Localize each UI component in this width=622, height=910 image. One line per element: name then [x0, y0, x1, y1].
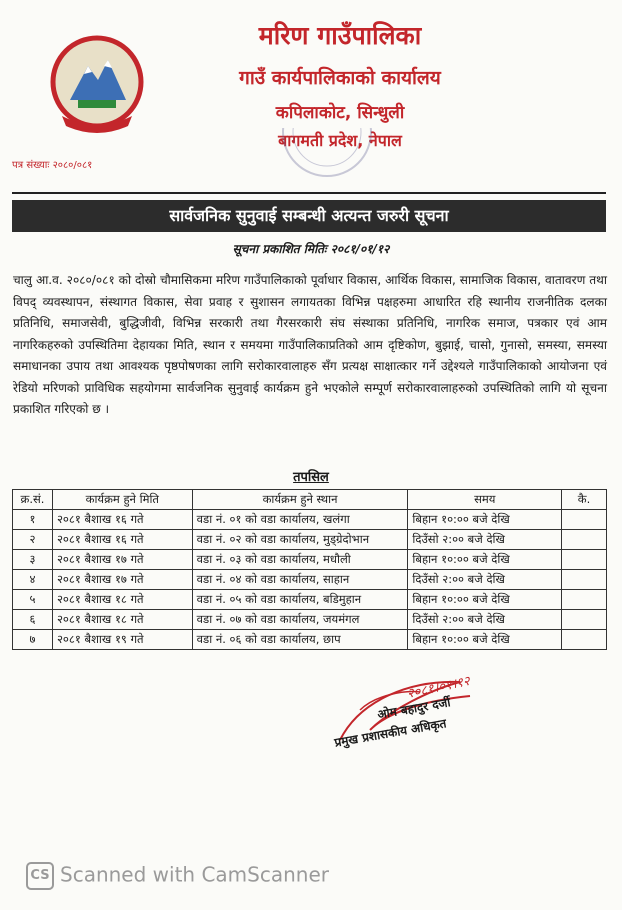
cell-time: दिउँसो २:०० बजे देखि [408, 610, 562, 630]
cell-time: बिहान १०:०० बजे देखि [408, 630, 562, 650]
cell-remarks [562, 570, 607, 590]
cell-venue: वडा नं. ०४ को वडा कार्यालय, साहान [192, 570, 408, 590]
divider-top [12, 192, 606, 194]
cell-date: २०८१ बैशाख १६ गते [52, 510, 192, 530]
office-stamp [272, 128, 382, 180]
table-row [13, 510, 607, 530]
cell-serial: १ [13, 510, 53, 530]
cell-venue: वडा नं. ०५ को वडा कार्यालय, बडिमुहान [192, 590, 408, 610]
province-name: बागमती प्रदेश, नेपाल [278, 131, 402, 150]
signatory-title: प्रमुख प्रशासकीय अधिकृत [333, 716, 448, 750]
signatory-name: ओम बहादुर दर्जी [376, 695, 452, 722]
cell-time: बिहान १०:०० बजे देखि [408, 550, 562, 570]
cell-date: २०८१ बैशाख १८ गते [52, 610, 192, 630]
cell-date: २०८१ बैशाख १६ गते [52, 530, 192, 550]
cell-serial: ४ [13, 570, 53, 590]
cell-date: २०८१ बैशाख १९ गते [52, 630, 192, 650]
cell-remarks [562, 610, 607, 630]
cell-serial: ७ [13, 630, 53, 650]
cell-serial: ५ [13, 590, 53, 610]
table-row [13, 610, 607, 630]
cell-date: २०८१ बैशाख १७ गते [52, 550, 192, 570]
cell-remarks [562, 530, 607, 550]
office-name: गाउँ कार्यपालिकाको कार्यालय [239, 67, 441, 89]
cell-remarks [562, 590, 607, 610]
office-location: कपिलाकोट, सिन्धुली [275, 103, 405, 123]
cell-time: दिउँसो २:०० बजे देखि [408, 530, 562, 550]
municipality-name: मरिण गाउँपालिका [258, 21, 422, 50]
col-header-date: कार्यक्रम हुने मिति [52, 490, 192, 510]
table-header-row [13, 490, 607, 510]
cell-time: दिउँसो २:०० बजे देखि [408, 570, 562, 590]
cell-remarks [562, 630, 607, 650]
published-date: सूचना प्रकाशित मितिः २०८१/०१/१२ [232, 242, 390, 256]
table-row [13, 530, 607, 550]
cell-serial: ६ [13, 610, 53, 630]
cell-serial: २ [13, 530, 53, 550]
details-heading: तपसिल [293, 470, 329, 485]
reference-number: पत्र संख्याः २०८०/०८१ [12, 160, 93, 171]
camscanner-logo-icon: CS [26, 862, 54, 890]
cell-venue: वडा नं. ०३ को वडा कार्यालय, मधौली [192, 550, 408, 570]
table-row [13, 550, 607, 570]
col-header-remarks: कै. [562, 490, 607, 510]
cell-date: २०८१ बैशाख १७ गते [52, 570, 192, 590]
col-header-serial: क्र.सं. [13, 490, 53, 510]
cell-venue: वडा नं. ०२ को वडा कार्यालय, मुड्ग्रेदोभान [192, 530, 408, 550]
schedule-table [12, 489, 607, 650]
cell-serial: ३ [13, 550, 53, 570]
cell-time: बिहान १०:०० बजे देखि [408, 510, 562, 530]
table-row [13, 590, 607, 610]
col-header-time: समय [408, 490, 562, 510]
cell-time: बिहान १०:०० बजे देखि [408, 590, 562, 610]
notice-body: चालु आ.व. २०८०/०८१ को दोस्रो चौमासिकमा मरिण गाउँपालिकाको पूर्वाधार विकास, आर्थिक विकास, सामाजिक विकास, वातावरण तथा विपद् व्यवस्थापन, संस्थागत विकास, सेवा प्रवाह र सुशासन लगायतका विभिन्न पक्षहरुमा आधारित रहि स्थानीय राजनीतिक दलका प्रतिनिधि, समाजसेवी, बुद्धिजीवी, विभिन्न सरकारी तथा गैरसरकारी संघ संस्थाका प्रतिनिधि, नागरिक समाज, पत्रकार एवं आम नागरिकहरुको उपस्थितिमा देहायका मिति, स्थान र समयमा गाउँपालिकाप्रतिको आम दृष्टिकोण, बुझाई, चासो, गुनासो, समस्या, समस्या समाधानका उपाय तथा आवश्यक पृष्ठपोषणका लागि सरोकारवालाहरु सँग प्रत्यक्ष साक्षात्कार गर्ने उद्देश्यले गाउँपालिकाको आयोजना एवं रेडियो मरिणको प्राविधिक सहयोगमा सार्वजनिक सुनुवाई कार्यक्रम हुने भएकोले सम्पूर्ण सरोकारवालाहरुको उपस्थितिको लागि यो सूचना प्रकाशित गरिएको छ । [13, 273, 607, 416]
cell-venue: वडा नं. ०१ को वडा कार्यालय, खलंगा [192, 510, 408, 530]
signature-date: २०८१।०१।१२ [405, 673, 472, 702]
nepal-government-emblem [48, 30, 146, 140]
table-row [13, 630, 607, 650]
cell-venue: वडा नं. ०६ को वडा कार्यालय, छाप [192, 630, 408, 650]
watermark-text: Scanned with CamScanner [60, 862, 329, 887]
notice-title: सार्वजनिक सुनुवाई सम्बन्धी अत्यन्त जरुरी सूचना [12, 200, 606, 232]
cell-remarks [562, 550, 607, 570]
camscanner-watermark [26, 862, 329, 890]
cell-date: २०८१ बैशाख १८ गते [52, 590, 192, 610]
cell-venue: वडा नं. ०७ को वडा कार्यालय, जयमंगल [192, 610, 408, 630]
cell-remarks [562, 510, 607, 530]
col-header-venue: कार्यक्रम हुने स्थान [192, 490, 408, 510]
table-row [13, 570, 607, 590]
